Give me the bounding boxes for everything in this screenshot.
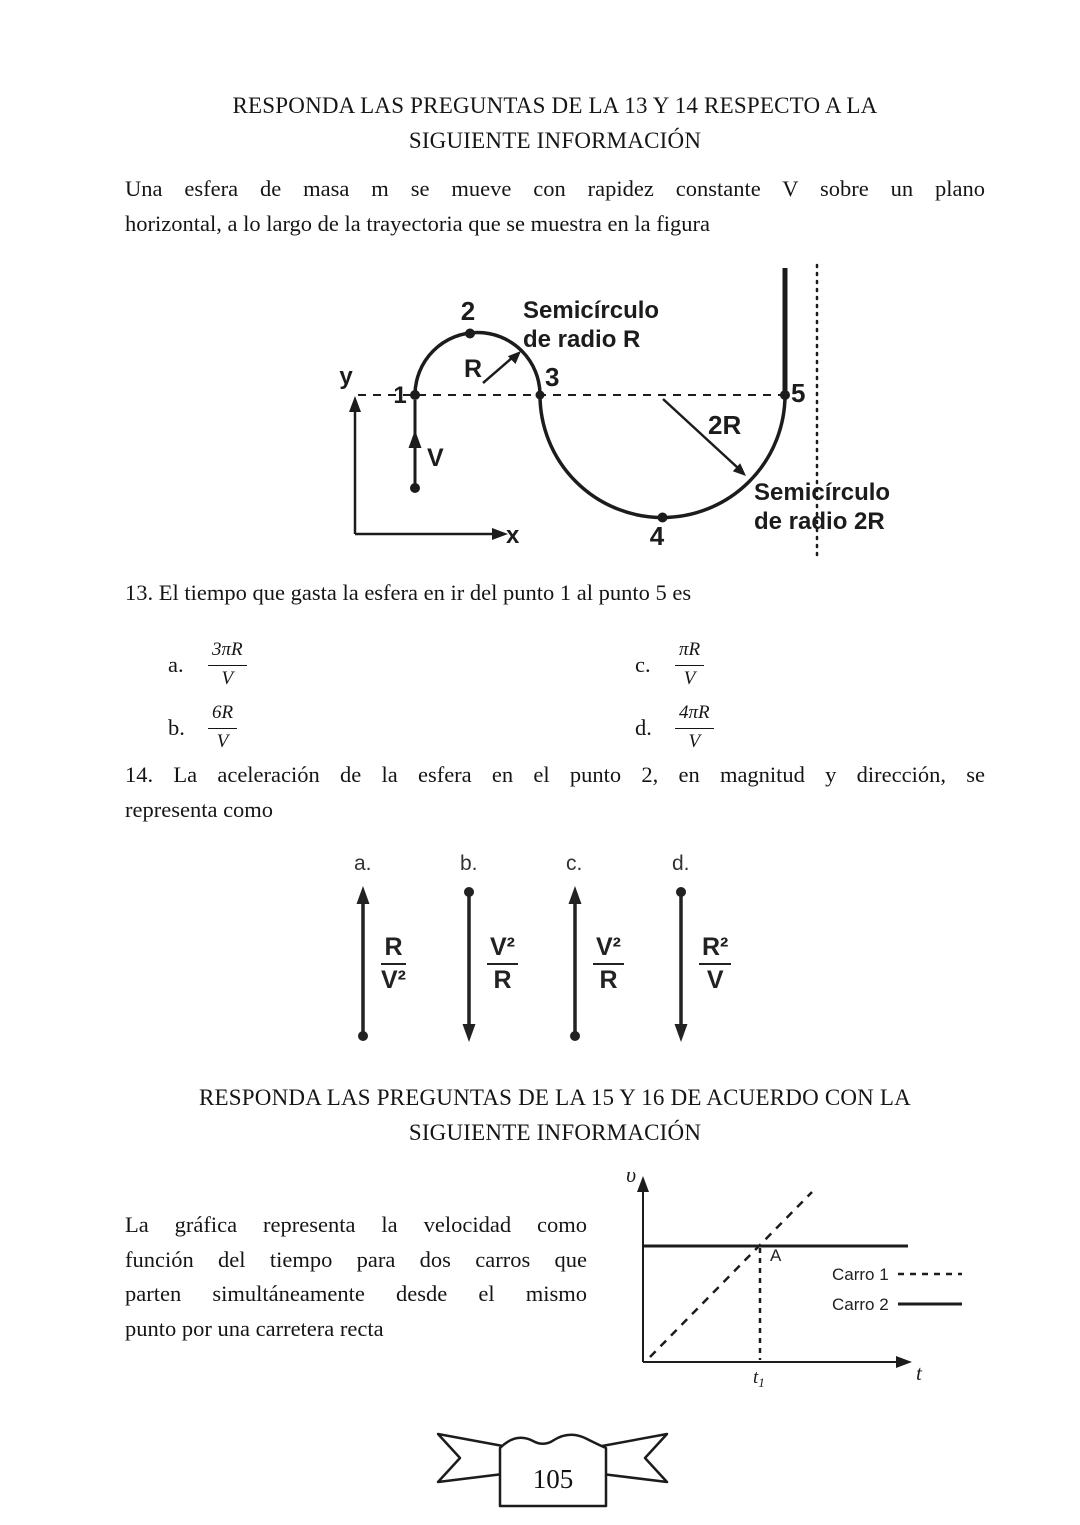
t-axis-label: t bbox=[916, 1361, 922, 1385]
legend-carro1-label: Carro 1 bbox=[832, 1265, 889, 1284]
diameter-label: 2R bbox=[708, 410, 742, 440]
section1-intro bbox=[125, 172, 985, 241]
arrow-down-head bbox=[675, 1024, 688, 1042]
semicircle-r-caption-line1: Semicírculo bbox=[523, 297, 660, 324]
question-14-options bbox=[352, 852, 758, 1044]
option-14a-up-arrow bbox=[352, 884, 374, 1044]
section1-title-line2: SIGUIENTE INFORMACIÓN bbox=[408, 128, 702, 153]
option-14b-letter: b. bbox=[460, 852, 478, 875]
question-14-text bbox=[125, 758, 985, 827]
option-14d bbox=[670, 852, 758, 1044]
legend-carro2-label: Carro 2 bbox=[832, 1295, 889, 1314]
figure-labels bbox=[339, 296, 890, 551]
option-13c-fraction bbox=[675, 638, 704, 691]
t1-label-base: t bbox=[753, 1367, 759, 1388]
section2-title bbox=[125, 1080, 985, 1150]
question-13-options bbox=[168, 638, 714, 755]
graph-lines bbox=[643, 1186, 962, 1362]
option-14c-denominator: R bbox=[599, 966, 618, 994]
section2-intro bbox=[125, 1208, 587, 1346]
radius-r-arrow-line bbox=[483, 357, 513, 383]
velocity-time-graph bbox=[610, 1162, 990, 1407]
option-13a-letter: a. bbox=[168, 651, 184, 677]
option-14a-numerator: R bbox=[381, 933, 405, 966]
section1-title bbox=[125, 88, 985, 158]
y-axis-arrowhead bbox=[349, 396, 361, 412]
option-14b-down-arrow bbox=[458, 884, 480, 1044]
point-1-dot bbox=[410, 390, 420, 400]
point-5-dot bbox=[780, 390, 790, 400]
x-axis-label: x bbox=[506, 522, 520, 549]
option-14a-fraction bbox=[381, 933, 406, 996]
banner-right-tail bbox=[602, 1434, 667, 1482]
option-13d-denominator: V bbox=[688, 731, 701, 753]
option-13b bbox=[168, 701, 635, 754]
option-14c-fraction bbox=[593, 933, 624, 996]
option-14d-down-arrow bbox=[670, 884, 692, 1044]
option-14c-numerator: V² bbox=[593, 933, 624, 966]
point-2-label: 2 bbox=[460, 296, 476, 326]
point-5-label: 5 bbox=[791, 378, 806, 408]
option-14b-denominator: R bbox=[493, 966, 512, 994]
option-13d-numerator: 4πR bbox=[675, 701, 714, 729]
option-13b-denominator: V bbox=[216, 731, 229, 753]
option-13d-letter: d. bbox=[635, 715, 652, 741]
velocity-arrowhead bbox=[409, 430, 422, 448]
radius-r-arrowhead bbox=[508, 351, 521, 364]
t1-label bbox=[753, 1367, 765, 1390]
option-13d bbox=[635, 701, 714, 754]
option-14d-denominator: V bbox=[706, 966, 724, 994]
arrow-down-head bbox=[463, 1024, 476, 1042]
section2-title-line2: SIGUIENTE INFORMACIÓN bbox=[408, 1120, 702, 1145]
option-13a-denominator: V bbox=[221, 667, 234, 689]
option-13a-numerator: 3πR bbox=[208, 638, 247, 666]
option-14a bbox=[352, 852, 440, 1044]
question-13-text: 13. El tiempo que gasta la esfera en ir del punto 1 al punto 5 es bbox=[125, 580, 692, 605]
arrow-up-head bbox=[569, 886, 582, 904]
radius-r-arrow bbox=[483, 351, 521, 383]
option-13c-denominator: V bbox=[683, 667, 696, 689]
point-4-label: 4 bbox=[649, 521, 665, 551]
radius-label: R bbox=[464, 355, 483, 383]
semicircle-r-caption-line2: de radio R bbox=[523, 326, 641, 353]
t1-label-sub: 1 bbox=[758, 1375, 765, 1390]
option-13b-fraction bbox=[208, 701, 237, 754]
t-axis-arrowhead bbox=[896, 1356, 912, 1368]
option-14d-fraction bbox=[699, 933, 731, 996]
v-axis-arrowhead bbox=[637, 1176, 649, 1192]
section2-intro-line2: función del tiempo para dos carros que bbox=[125, 1246, 587, 1272]
velocity-label: V bbox=[427, 444, 444, 472]
page-number-banner bbox=[430, 1424, 675, 1516]
v-axis-label: υ bbox=[626, 1162, 637, 1187]
semicircle-2r-caption-line2: de radio 2R bbox=[754, 508, 885, 535]
point-2-dot bbox=[465, 329, 475, 339]
option-14a-denominator: V² bbox=[381, 966, 406, 994]
option-14d-letter: d. bbox=[672, 852, 690, 875]
section1-intro-line2: horizontal, a lo largo de la trayectoria que se muestra en la figura bbox=[125, 210, 710, 236]
point-1-label: 1 bbox=[393, 382, 407, 409]
option-14b bbox=[458, 852, 546, 1044]
section2-title-line1: RESPONDA LAS PREGUNTAS DE LA 15 Y 16 DE ACUERDO CON LA bbox=[199, 1085, 911, 1110]
option-14d-numerator: R² bbox=[699, 933, 731, 966]
trajectory-figure bbox=[330, 262, 970, 572]
option-13a bbox=[168, 638, 635, 691]
page-number: 105 bbox=[532, 1464, 574, 1494]
intersection-a-label: A bbox=[770, 1246, 782, 1265]
banner-left-tail bbox=[438, 1434, 503, 1482]
y-axis-label: y bbox=[339, 363, 353, 390]
point-3-label: 3 bbox=[545, 362, 560, 392]
option-13d-fraction bbox=[675, 701, 714, 754]
section2-intro-line1: La gráfica representa la velocidad como bbox=[125, 1212, 587, 1237]
semicircle-2r-arc bbox=[540, 395, 785, 518]
question-14-text-line2: representa como bbox=[125, 796, 274, 822]
carro1-line bbox=[650, 1192, 812, 1357]
section1-intro-line1: Una esfera de masa m se mueve con rapidez constante V sobre un plano bbox=[125, 176, 985, 201]
option-14b-fraction bbox=[487, 933, 518, 996]
option-14a-letter: a. bbox=[354, 852, 372, 875]
point-3-dot bbox=[536, 391, 545, 400]
option-13b-numerator: 6R bbox=[208, 701, 237, 729]
section1-title-line1: RESPONDA LAS PREGUNTAS DE LA 13 Y 14 RESPECTO A LA bbox=[232, 93, 878, 118]
section2-intro-line4: punto por una carretera recta bbox=[125, 1315, 384, 1341]
option-13c-numerator: πR bbox=[675, 638, 704, 666]
arrow-up-head bbox=[357, 886, 370, 904]
section2-intro-line3: parten simultáneamente desde el mismo bbox=[125, 1281, 587, 1306]
option-14c-up-arrow bbox=[564, 884, 586, 1044]
start-point-dot bbox=[410, 483, 420, 493]
option-14c-letter: c. bbox=[566, 852, 583, 875]
question-14-text-line1: 14. La aceleración de la esfera en el punto 2, en magnitud y dirección, se bbox=[125, 762, 985, 787]
option-13c bbox=[635, 638, 714, 691]
option-14c bbox=[564, 852, 652, 1044]
option-13c-letter: c. bbox=[635, 651, 651, 677]
semicircle-2r-caption-line1: Semicírculo bbox=[754, 479, 891, 506]
option-14b-numerator: V² bbox=[487, 933, 518, 966]
option-13b-letter: b. bbox=[168, 715, 185, 741]
option-13a-fraction bbox=[208, 638, 247, 691]
